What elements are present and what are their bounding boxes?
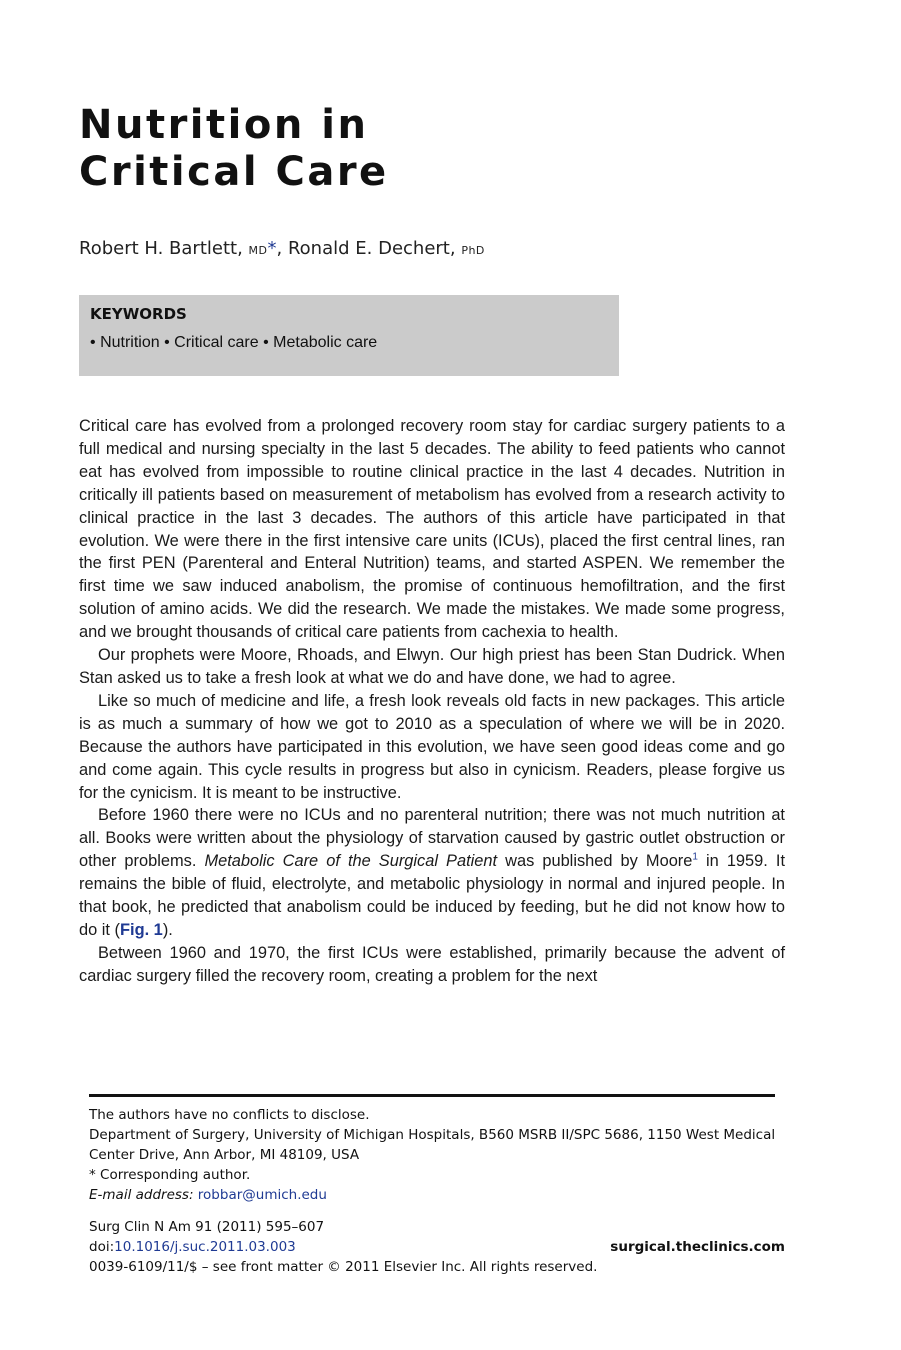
doi-row: [89, 1237, 785, 1257]
keyword-bullet: •: [164, 334, 170, 351]
reference-link-1[interactable]: 1: [692, 851, 698, 863]
author-separator: ,: [276, 238, 288, 259]
keyword-bullet: •: [263, 334, 269, 351]
journal-site-link[interactable]: surgical.theclinics.com: [610, 1239, 785, 1255]
paragraph-text: ).: [162, 920, 173, 939]
keywords-heading: KEYWORDS: [90, 305, 187, 323]
author-line: [79, 238, 485, 259]
affiliation-note: Department of Surgery, University of Michigan Hospitals, B560 MSRB II/SPC 5686, 1150 West Medical Center Drive, Ann Arbor, MI 48109, USA: [89, 1127, 776, 1163]
figure-1-link[interactable]: Fig. 1: [120, 920, 163, 939]
body-paragraph-4: [79, 804, 785, 941]
body-paragraph-2: Our prophets were Moore, Rhoads, and Elwyn. Our high priest has been Stan Dudrick. When Stan asked us to take a fresh look at what we do and have done, we had to agree.: [79, 646, 785, 687]
paragraph-text: in 1959. It remains the bible of fluid, electrolyte, and metabolic physiology in normal and injured people. In that book, he predicted that anabolism could be induced by feeding, but he did not know how to do it (: [79, 852, 785, 939]
author-2-degree: PhD: [461, 244, 485, 257]
paragraph-text: was published by Moore: [497, 852, 693, 871]
body-paragraph-3: Like so much of medicine and life, a fresh look reveals old facts in new packages. This article is as much a summary of how we got to 2010 as a speculation of where we will be in 2020. Because the authors have participated in this evolution, we have seen good ideas come and go and come again. This cycle results in progress but also in cynicism. Readers, please forgive us for the cynicism. It is meant to be instructive.: [79, 691, 785, 802]
copyright-line: 0039-6109/11/$ – see front matter © 2011 Elsevier Inc. All rights reserved.: [89, 1259, 598, 1275]
keyword-item: Metabolic care: [273, 334, 378, 351]
body-paragraph-1: Critical care has evolved from a prolonged recovery room stay for cardiac surgery patients to a full medical and nursing specialty in the last 5 decades. The ability to feed patients who cannot eat has evolved from impossible to routine clinical practice in the last 4 decades. Nutrition in critically ill patients based on measurement of metabolism has evolved from a research activity to clinical practice in the last 3 decades. The authors of this article have participated in that evolution. We were there in the first intensive care units (ICUs), placed the first central lines, ran the first PEN (Parenteral and Enteral Nutrition) teams, and started ASPEN. We remember the first time we saw induced anabolism, the promise of continuous hemofiltration, and the first solution of amino acids. We did the research. We made the mistakes. We made some progress, and we brought thousands of critical care patients from cachexia to health.: [79, 417, 785, 642]
corresponding-author-link[interactable]: *: [267, 238, 277, 259]
paragraph-text: Before 1960 there were no ICUs and no parenteral nutrition; there was not much nutrition at all. Books were written about the physiology of starvation caused by gastric outlet obstruction or other problems.: [79, 806, 785, 871]
article-body: [79, 415, 785, 988]
email-label: E-mail address:: [89, 1187, 194, 1203]
keyword-bullet: •: [90, 334, 96, 351]
email-link[interactable]: robbar@umich.edu: [197, 1187, 327, 1203]
keyword-item: Nutrition: [100, 334, 160, 351]
conflicts-note: The authors have no conflicts to disclose.: [89, 1107, 370, 1123]
footnote-divider: [89, 1094, 775, 1097]
corresponding-note: * Corresponding author.: [89, 1167, 251, 1183]
footnotes: [89, 1105, 785, 1205]
doi-link[interactable]: 10.1016/j.suc.2011.03.003: [114, 1239, 296, 1255]
article-title: [79, 102, 389, 196]
email-note: [89, 1185, 785, 1205]
keywords-list: [90, 334, 608, 352]
author-1-name: Robert H. Bartlett,: [79, 238, 243, 259]
keyword-item: Critical care: [174, 334, 259, 351]
book-title: Metabolic Care of the Surgical Patient: [204, 852, 498, 871]
body-paragraph-5: Between 1960 and 1970, the first ICUs were established, primarily because the advent of cardiac surgery filled the recovery room, creating a problem for the next: [79, 943, 785, 985]
author-2-name: Ronald E. Dechert,: [287, 238, 456, 259]
author-1-degree: MD: [248, 244, 268, 257]
title-line-1: Nutrition in: [79, 102, 369, 148]
publication-info: [89, 1217, 785, 1277]
journal-citation: Surg Clin N Am 91 (2011) 595–607: [89, 1219, 325, 1235]
doi-label: doi:: [89, 1239, 115, 1255]
doi-line: [89, 1237, 296, 1257]
keywords-box: [79, 295, 619, 376]
title-line-2: Critical Care: [79, 149, 389, 195]
